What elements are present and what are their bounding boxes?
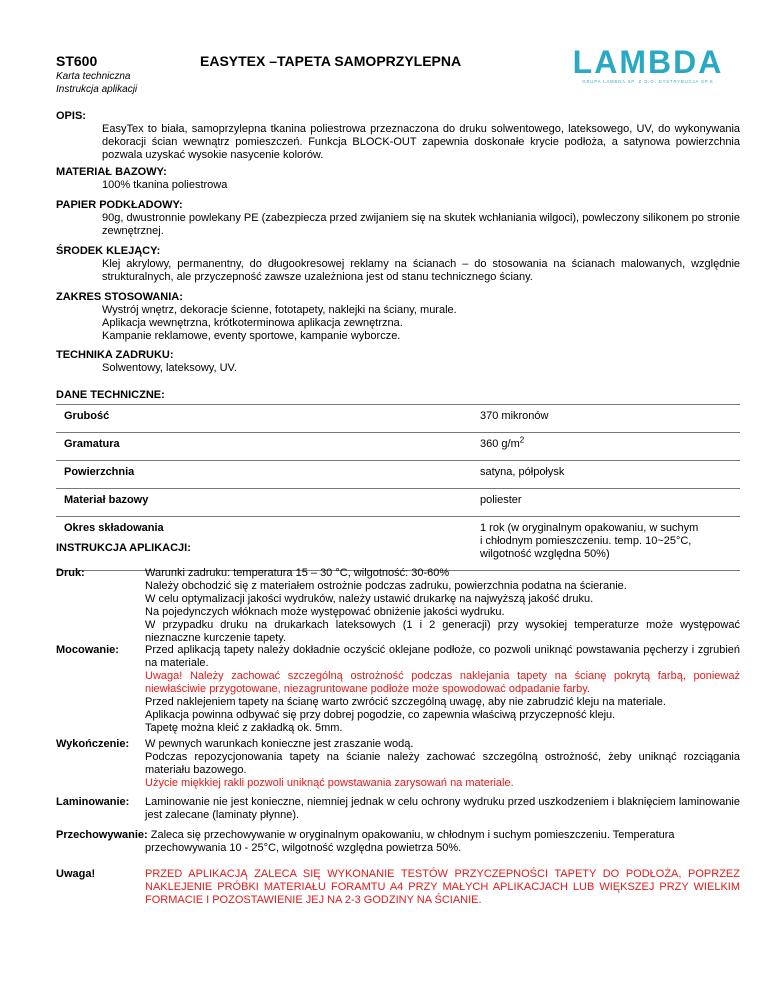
instrukcja-text (145, 738, 740, 790)
mocowanie-line: Tapetę można kleić z zakładką ok. 5mm. (145, 722, 343, 734)
section-zakres (56, 291, 740, 343)
product-code: ST600 (56, 53, 98, 69)
druk-line: Warunki zadruku: temperatura 15 – 30 °C, wilgotność: 30-60% (145, 567, 450, 579)
instrukcja-laminowanie (56, 796, 740, 822)
instrukcja-label: Mocowanie: (56, 644, 119, 656)
instrukcja-label: Przechowywanie: (56, 829, 148, 841)
instrukcja-text (56, 829, 740, 855)
table-row (56, 489, 740, 517)
section-material (56, 166, 740, 192)
table-row (56, 405, 740, 433)
section-text: 90g, dwustronnie powlekany PE (zabezpiecza przed zwijaniem się na skutek wchłaniania wilgoci), powleczony silikonem po stronie zewnętrznej. (102, 212, 740, 237)
table-key: Okres składowania (56, 517, 472, 571)
mocowanie-line: Aplikacja powinna odbywać się przy dobrej pogodzie, co zapewnia właściwą przyczepność kleju. (145, 709, 616, 721)
instrukcja-text (145, 644, 740, 735)
zakres-line-1: Wystrój wnętrz, dekoracje ścienne, fototapety, naklejki na ściany, murale. (102, 304, 457, 316)
logo-text: LAMBDA (572, 44, 724, 80)
instrukcja-wykonczenie (56, 738, 740, 790)
wykonczenie-line: W pewnych warunkach konieczne jest zraszanie wodą. (145, 738, 414, 750)
table-value: 1 rok (w oryginalnym opakowaniu, w suchym i chłodnym pomieszczeniu. temp. 10~25°C, wilgotność względna 50%) (472, 517, 740, 571)
instrukcja-text (145, 567, 740, 645)
mocowanie-line: Przed aplikacją tapety należy dokładnie oczyścić oklejane podłoże, co pozwoli uniknąć powstawania pęcherzy i zgrubień na materiale. (145, 644, 740, 669)
document-title: EASYTEX –TAPETA SAMOPRZYLEPNA (200, 53, 462, 69)
section-heading: ZAKRES STOSOWANIA: (56, 291, 183, 303)
table-value: poliester (472, 489, 740, 517)
section-papier (56, 199, 740, 238)
druk-line: Należy obchodzić się z materiałem ostrożnie podczas zadruku, powierzchnia podatna na ścieranie. (145, 580, 627, 592)
gramatura-unit-exponent: 2 (519, 435, 525, 445)
druk-line: W celu optymalizacji jakości wydruków, należy ustawić drukarkę na najwyższą jakość druku. (145, 593, 594, 605)
section-heading: INSTRUKCJA APLIKACJI: (56, 542, 191, 554)
section-technika (56, 349, 740, 375)
section-heading: ŚRODEK KLEJĄCY: (56, 245, 161, 257)
instrukcja-text: Laminowanie nie jest konieczne, niemniej jednak w celu ochrony wydruku przed uszkodzeniem i blaknięciem laminowanie jest zalecane (laminaty płynne). (145, 796, 740, 821)
section-text: Klej akrylowy, permanentny, do długookresowej reklamy na ścianach – do stosowania na ścianach malowanych, względnie strukturalnych, ale przyczepność zawsze uzależniona jest od stanu technicznego ściany. (102, 258, 740, 283)
section-dane (56, 389, 740, 402)
table-value: 370 mikronów (472, 405, 740, 433)
table-key: Grubość (56, 405, 472, 433)
table-value (472, 433, 740, 461)
instrukcja-druk (56, 567, 740, 645)
subtitle-karta: Karta techniczna (56, 71, 131, 82)
mocowanie-line: Przed naklejeniem tapety na ścianę warto zwrócić szczególną uwagę, aby nie zabrudzić kleju na materiale. (145, 696, 666, 708)
section-instrukcja (56, 542, 740, 555)
table-row (56, 433, 740, 461)
druk-line: W przypadku druku na drukarkach lateksowych (1 i 2 generacji) przy wysokiej temperaturze może występować nieznaczne kurczenie tapety. (145, 619, 740, 644)
logo-tagline: GRUPA LAMBDA SP. Z O.O. DYSTRYBUCJA SP.K (582, 79, 714, 84)
table-key: Gramatura (56, 433, 472, 461)
table-row (56, 461, 740, 489)
wykonczenie-line: Podczas repozycjonowania tapety na ścianie należy zachować szczególną ostrożność, żeby uniknąć rozciągania materiału bazowego. (145, 751, 740, 776)
section-heading: DANE TECHNICZNE: (56, 389, 165, 401)
instrukcja-przechowywanie (56, 829, 740, 855)
wykonczenie-warning: Użycie miękkiej rakli pozwoli uniknąć powstawania zarysowań na materiale. (145, 777, 514, 789)
zakres-line-2: Aplikacja wewnętrzna, krótkoterminowa aplikacja zewnętrzna. (102, 317, 403, 329)
uwaga-text: PRZED APLIKACJĄ ZALECA SIĘ WYKONANIE TESTÓW PRZYCZEPNOŚCI TAPETY DO PODŁOŻA, POPRZEZ NAKLEJENIE PRÓBKI MATERIAŁU FORAMTU A4 PRZY MAŁYCH APLIKACJACH LUB WIĘKSZEJ PRZY WIELKIM FORMACIE I POZOSTAWIENIE JEJ NA 2-3 GODZINY NA ŚCIANIE. (145, 868, 740, 906)
section-heading: MATERIAŁ BAZOWY: (56, 166, 167, 178)
zakres-line-3: Kampanie reklamowe, eventy sportowe, kampanie wyborcze. (102, 330, 401, 342)
przechowywanie-text: Zaleca się przechowywanie w oryginalnym opakowaniu, w chłodnym i suchym pomieszczeniu. Temperatura przechowywania 10 - 25°C, wilgotność względna powietrza 50%. (145, 829, 675, 854)
section-heading: TECHNIKA ZADRUKU: (56, 349, 174, 361)
instrukcja-label: Laminowanie: (56, 796, 130, 808)
section-srodek (56, 245, 740, 284)
instrukcja-label: Wykończenie: (56, 738, 130, 750)
section-heading: PAPIER PODKŁADOWY: (56, 199, 183, 211)
table-value: satyna, półpołysk (472, 461, 740, 489)
instrukcja-label: Druk: (56, 567, 85, 579)
instrukcja-label: Uwaga! (56, 868, 96, 880)
section-opis (56, 110, 740, 162)
lambda-logo (568, 44, 728, 88)
instrukcja-uwaga (56, 868, 740, 907)
subtitle-instrukcja: Instrukcja aplikacji (56, 84, 138, 95)
instrukcja-mocowanie (56, 644, 740, 735)
druk-line: Na pojedynczych włóknach może występować obniżenie jakości wydruku. (145, 606, 505, 618)
mocowanie-warning: Uwaga! Należy zachować szczególną ostrożność podczas naklejania tapety na ścianę pokrytą farbą, ponieważ niewłaściwie przygotowane, niezagruntowane podłoże może spowodować odpadanie farby. (145, 670, 740, 695)
table-key: Materiał bazowy (56, 489, 472, 517)
table-key: Powierzchnia (56, 461, 472, 489)
section-text: Solwentowy, lateksowy, UV. (102, 362, 237, 374)
section-heading: OPIS: (56, 110, 86, 122)
section-text: EasyTex to biała, samoprzylepna tkanina poliestrowa przeznaczona do druku solwentowego, lateksowego, UV, do wykonywania dekoracji ścian wewnątrz pomieszczeń. Funkcja BLOCK-OUT zapewnia doskonałe krycie podłoża, a satynowa powierzchnia pozwala uzyskać wysokie nasycenie kolorów. (102, 123, 740, 161)
section-text: 100% tkanina poliestrowa (102, 179, 228, 191)
gramatura-value: 360 g/m (480, 438, 520, 450)
